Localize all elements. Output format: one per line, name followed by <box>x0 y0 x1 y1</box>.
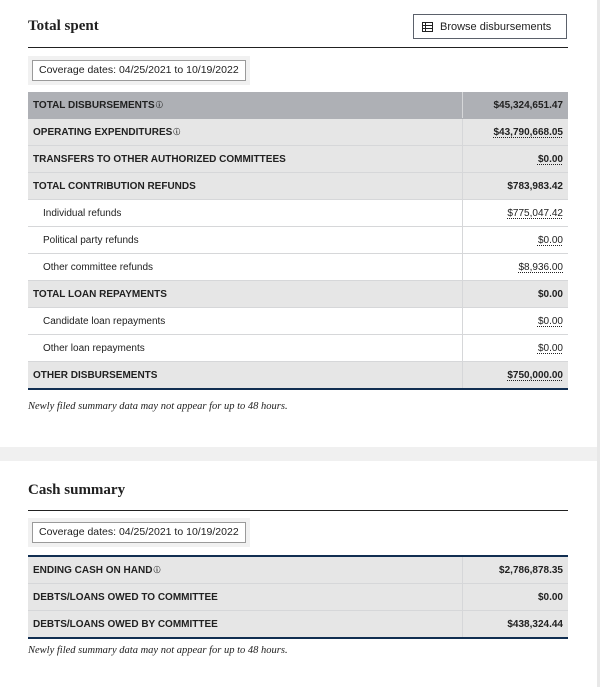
table-row <box>28 146 568 173</box>
total-spent-title: Total spent <box>28 18 99 34</box>
row-value: $2,786,878.35 <box>463 556 569 584</box>
table-row <box>28 281 568 308</box>
coverage-dates-box <box>28 56 250 85</box>
table-row <box>28 200 568 227</box>
info-icon[interactable]: ⓘ <box>153 566 161 574</box>
browse-disbursements-label: Browse disbursements <box>440 20 552 33</box>
section-divider <box>28 510 568 511</box>
table-icon <box>422 22 433 32</box>
table-row <box>28 308 568 335</box>
row-value: $45,324,651.47 <box>463 92 569 119</box>
row-label: ENDING CASH ON HANDⓘ <box>28 556 463 584</box>
cash-summary-section <box>0 461 600 687</box>
browse-disbursements-button[interactable] <box>413 14 567 39</box>
info-icon[interactable]: ⓘ <box>155 101 163 109</box>
cash-summary-table <box>28 555 568 639</box>
row-label: Candidate loan repayments <box>28 308 463 335</box>
coverage-dates: Coverage dates: 04/25/2021 to 10/19/2022 <box>32 60 246 81</box>
row-value-link[interactable]: $0.00 <box>463 308 569 335</box>
row-label: OPERATING EXPENDITURESⓘ <box>28 119 463 146</box>
row-value-link[interactable]: $775,047.42 <box>463 200 569 227</box>
section-gap <box>0 447 600 461</box>
total-spent-table <box>28 92 568 390</box>
table-row <box>28 92 568 119</box>
data-delay-note: Newly filed summary data may not appear for up to 48 hours. <box>28 645 288 656</box>
row-value: $438,324.44 <box>463 611 569 639</box>
row-value: $783,983.42 <box>463 173 569 200</box>
coverage-dates-box <box>28 518 250 547</box>
table-row <box>28 556 568 584</box>
section-divider <box>28 47 568 48</box>
table-row <box>28 362 568 390</box>
table-row <box>28 611 568 639</box>
coverage-dates: Coverage dates: 04/25/2021 to 10/19/2022 <box>32 522 246 543</box>
row-label: Other loan repayments <box>28 335 463 362</box>
table-row <box>28 227 568 254</box>
row-value-link[interactable]: $750,000.00 <box>463 362 569 390</box>
row-value: $0.00 <box>463 281 569 308</box>
table-row <box>28 254 568 281</box>
row-label: DEBTS/LOANS OWED TO COMMITTEE <box>28 584 463 611</box>
table-row <box>28 584 568 611</box>
row-label: TOTAL CONTRIBUTION REFUNDS <box>28 173 463 200</box>
data-delay-note: Newly filed summary data may not appear for up to 48 hours. <box>28 401 288 412</box>
row-label: Individual refunds <box>28 200 463 227</box>
row-label: TRANSFERS TO OTHER AUTHORIZED COMMITTEES <box>28 146 463 173</box>
info-icon[interactable]: ⓘ <box>173 128 181 136</box>
row-label: DEBTS/LOANS OWED BY COMMITTEE <box>28 611 463 639</box>
row-value-link[interactable]: $0.00 <box>463 335 569 362</box>
row-value: $0.00 <box>463 584 569 611</box>
cash-summary-title: Cash summary <box>28 482 126 498</box>
row-label: Other committee refunds <box>28 254 463 281</box>
row-value-link[interactable]: $0.00 <box>463 227 569 254</box>
table-row <box>28 119 568 146</box>
row-value-link[interactable]: $0.00 <box>463 146 569 173</box>
table-row <box>28 335 568 362</box>
row-label: TOTAL LOAN REPAYMENTS <box>28 281 463 308</box>
row-label: OTHER DISBURSEMENTS <box>28 362 463 390</box>
row-value-link[interactable]: $8,936.00 <box>463 254 569 281</box>
row-label: Political party refunds <box>28 227 463 254</box>
table-row <box>28 173 568 200</box>
row-value-link[interactable]: $43,790,668.05 <box>463 119 569 146</box>
row-label: TOTAL DISBURSEMENTSⓘ <box>28 92 463 119</box>
